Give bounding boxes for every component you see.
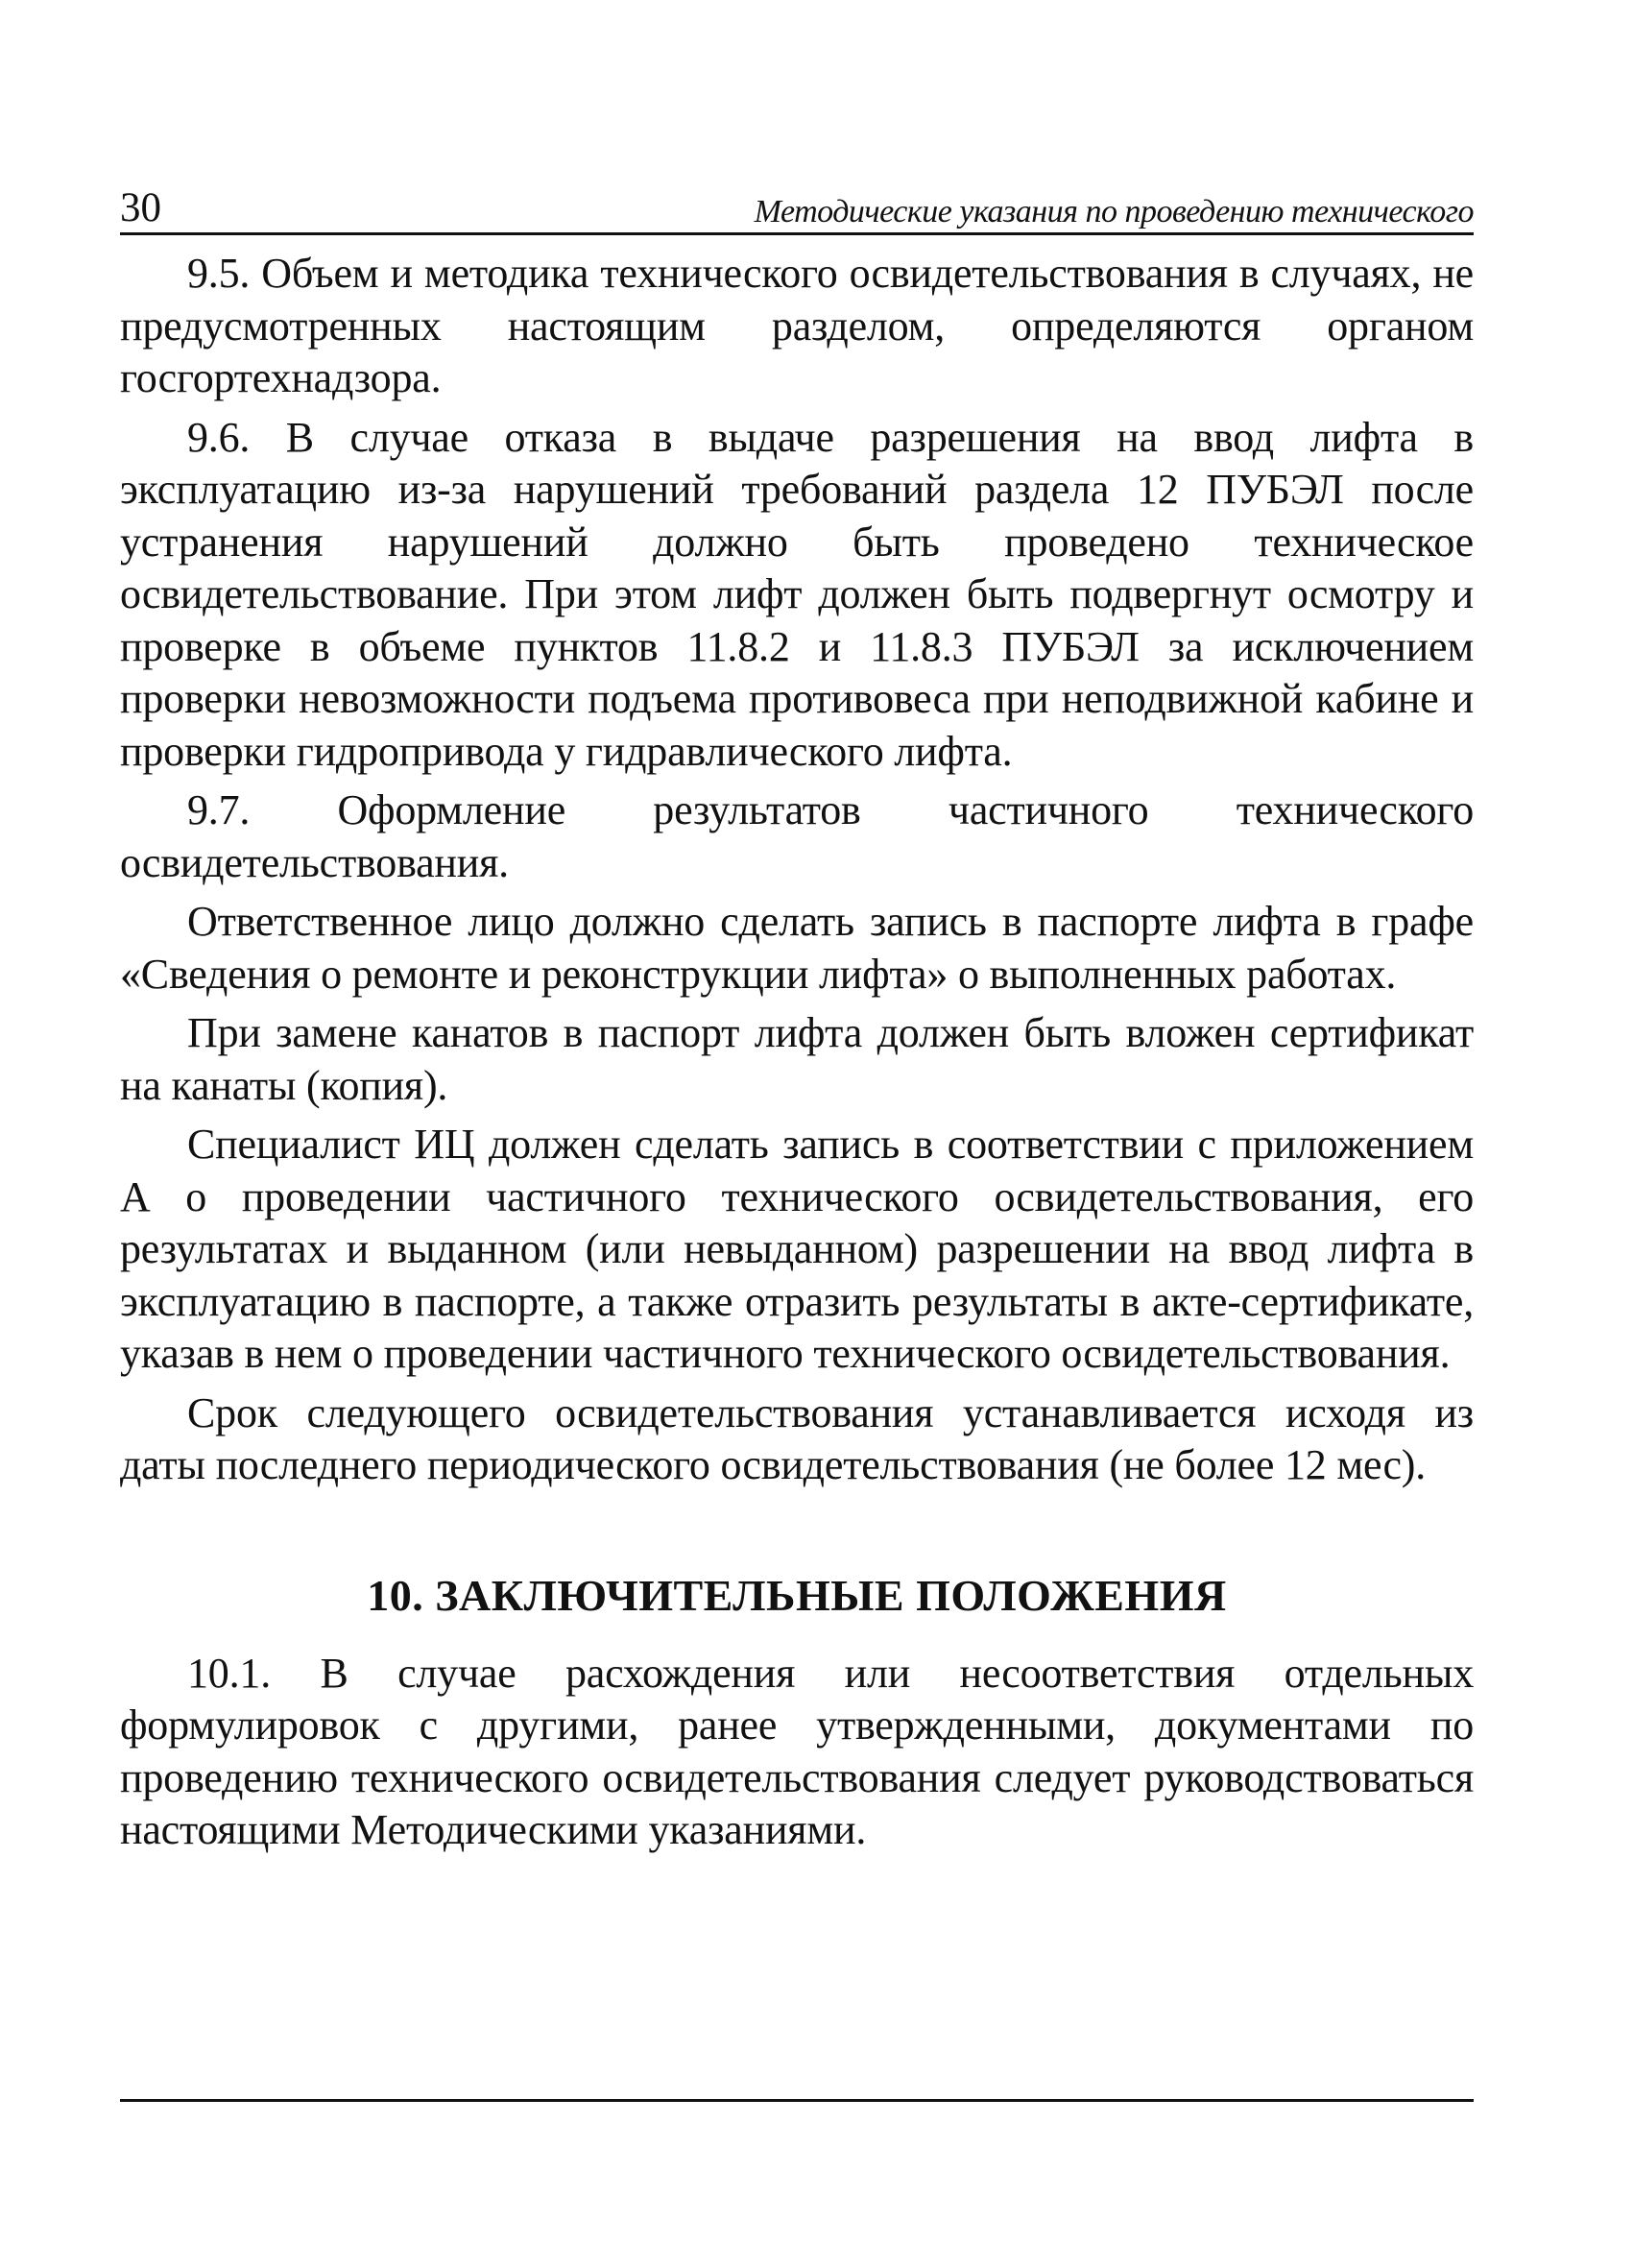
paragraph-9-7: 9.7. Оформление результатов частичного технического освидетельствования. [120,786,1474,886]
paragraph-10-1: 10.1. В случае расхождения или несоответствия отдельных формулировок с другими, ранее утвержденными, документами по проведению технического освидетельствования следует руководствоваться настоящими Методическими указаниями. [120,1649,1474,1853]
bottom-rule [120,2099,1474,2102]
paragraph-next-inspection-term: Срок следующего освидетельствования устанавливается исходя из даты последнего периодического освидетельствования (не более 12 мес). [120,1388,1474,1488]
page-number: 30 [120,185,161,230]
paragraph-9-5: 9.5. Объем и методика технического освидетельствования в случаях, не предусмотренных настоящим разделом, определяются органом госгортехнадзора. [120,250,1474,401]
paragraph-responsible-person: Ответственное лицо должно сделать запись в паспорте лифта в графе «Сведения о ремонте и реконструкции лифта» о выполненных работах. [120,898,1474,998]
page-body [120,248,1474,1864]
page-header [120,184,1474,235]
paragraph-rope-replacement: При замене канатов в паспорт лифта должен быть вложен сертификат на канаты (копия). [120,1009,1474,1109]
running-title: Методические указания по проведению технического [754,194,1474,229]
paragraph-ic-specialist: Специалист ИЦ должен сделать запись в соответствии с приложением А о проведении частичного технического освидетельствования, его результатах и выданном (или невыданном) разрешении на ввод лифта в эксплуатацию в паспорте, а также отразить результаты в акте-сертификате, указав в нем о проведении частичного технического освидетельствования. [120,1121,1474,1377]
section-10-heading: 10. ЗАКЛЮЧИТЕЛЬНЫЕ ПОЛОЖЕНИЯ [367,1570,1227,1620]
paragraph-9-6: 9.6. В случае отказа в выдаче разрешения на ввод лифта в эксплуатацию из-за нарушений требований раздела 12 ПУБЭЛ после устранения нарушений должно быть проведено техническое освидетельствование. При этом лифт должен быть подвергнут осмотру и проверке в объеме пунктов 11.8.2 и 11.8.3 ПУБЭЛ за исключением проверки невозможности подъема противовеса при неподвижной кабине и проверки гидропривода у гидравлического лифта. [120,413,1474,775]
